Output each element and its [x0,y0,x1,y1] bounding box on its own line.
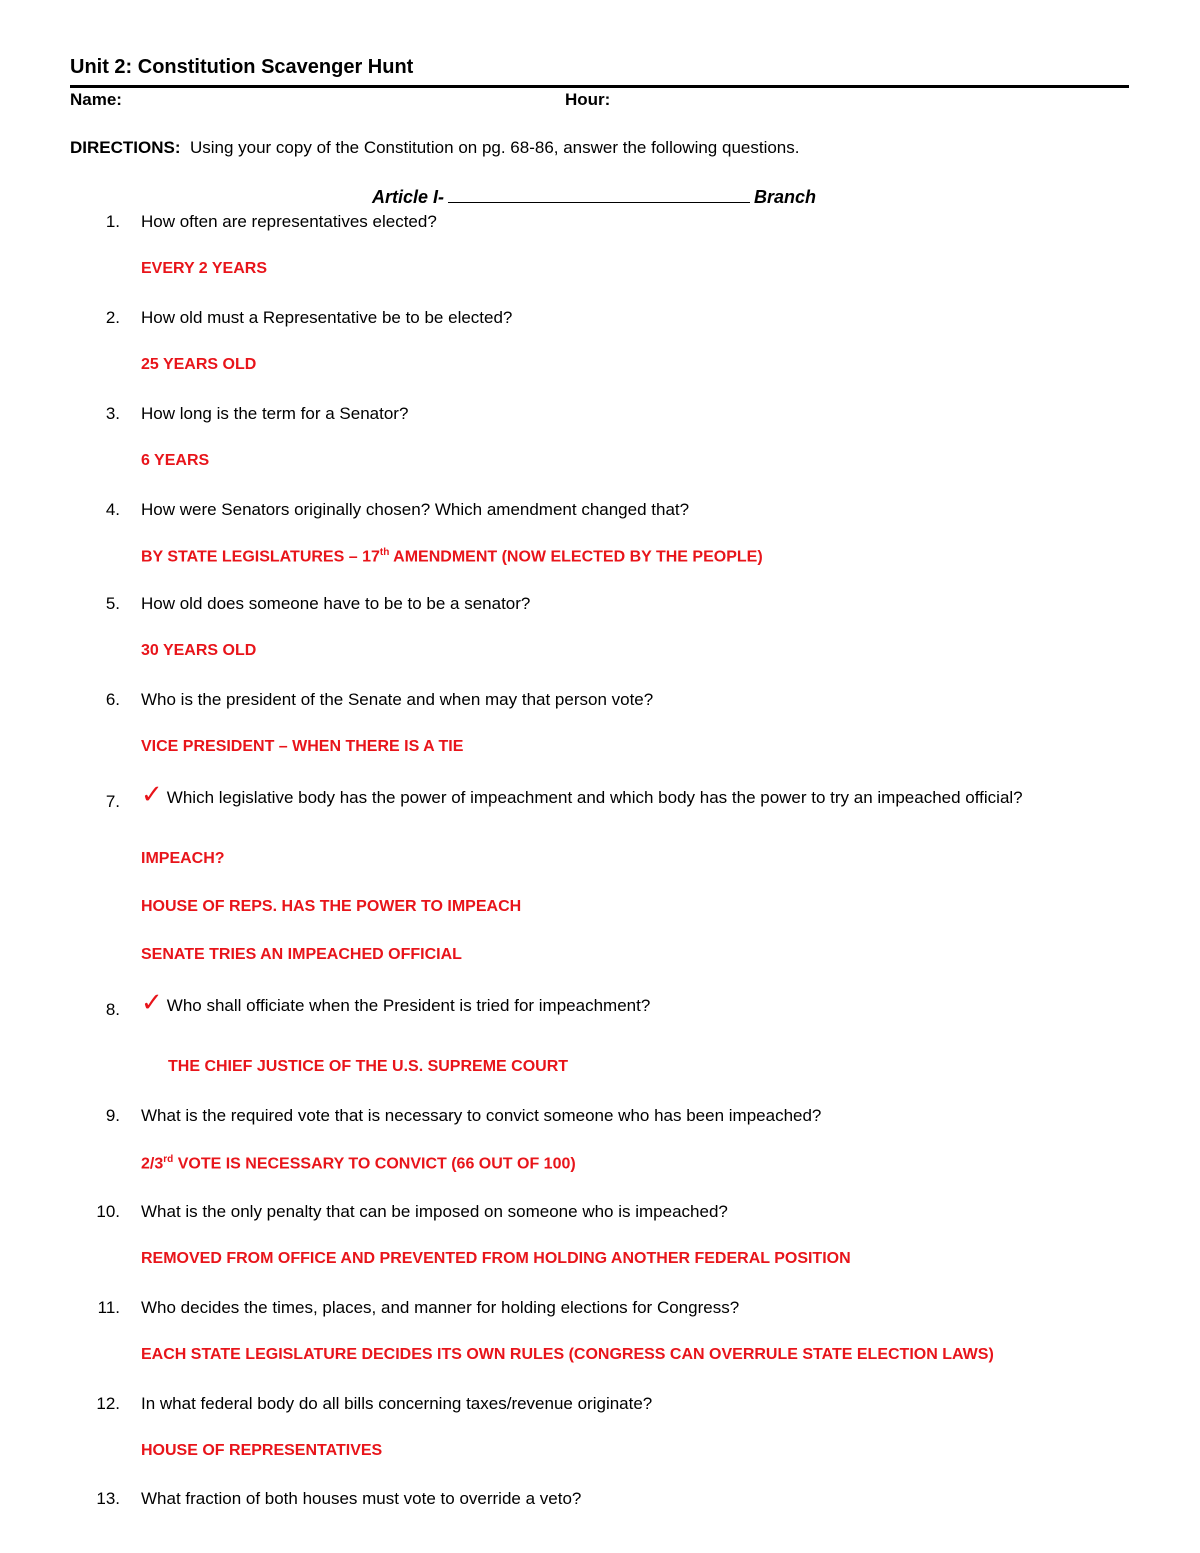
question-number: 10. [96,1202,120,1221]
directions [70,138,799,158]
name-label: Name: [70,90,122,109]
answer-superscript: th [379,547,390,558]
question-number: 9. [105,1106,120,1125]
question-text: Who is the president of the Senate and when may that person vote? [141,690,654,709]
question-number: 4. [105,500,120,519]
answer-text [141,1154,576,1173]
article-blank [448,186,750,203]
answer-text: 25 YEARS OLD [141,356,257,373]
question-text: Which legislative body has the power of impeachment and which body has the power to try an impeached official? [166,788,1023,807]
answer-part: BY STATE LEGISLATURES – 17 [141,548,380,566]
question-text-row [141,987,651,1017]
checkmark-icon: ✓ [141,779,163,809]
answer-text: VICE PRESIDENT – WHEN THERE IS A TIE [141,738,464,755]
question-number: 6. [105,690,120,709]
question-number: 11. [97,1298,120,1317]
question-text: How often are representatives elected? [141,212,437,231]
checkmark-icon: ✓ [141,987,163,1017]
answer-text: REMOVED FROM OFFICE AND PREVENTED FROM HOLDING ANOTHER FEDERAL POSITION [141,1250,851,1267]
question-text: How long is the term for a Senator? [141,404,409,423]
answer-superscript: rd [163,1154,174,1165]
article-suffix: Branch [754,187,817,207]
question-number: 7. [105,792,120,811]
question-text: What is the required vote that is necessary to convict someone who has been impeached? [141,1106,822,1125]
question-number: 1. [105,212,120,231]
question-number: 5. [105,594,120,613]
question-number: 3. [105,404,120,423]
answer-text [141,547,763,566]
article-heading [372,186,816,208]
answer-text: EVERY 2 YEARS [141,260,267,277]
title-rule [70,85,1129,88]
question-text: What fraction of both houses must vote to override a veto? [141,1489,582,1508]
question-number: 2. [105,308,120,327]
question-text: What is the only penalty that can be imposed on someone who is impeached? [141,1202,728,1221]
answer-text: 6 YEARS [141,452,210,469]
answer-text: IMPEACH? [141,850,225,867]
answer-text: THE CHIEF JUSTICE OF THE U.S. SUPREME COURT [168,1058,569,1075]
question-number: 8. [105,1000,120,1019]
answer-part: AMENDMENT (NOW ELECTED BY THE PEOPLE) [389,548,763,566]
page-title: Unit 2: Constitution Scavenger Hunt [70,56,414,78]
question-text: How old must a Representative be to be elected? [141,308,513,327]
hour-label: Hour: [565,90,611,109]
answer-text: HOUSE OF REPS. HAS THE POWER TO IMPEACH [141,898,522,915]
question-text: Who shall officiate when the President is tried for impeachment? [166,996,651,1015]
answer-text: 30 YEARS OLD [141,642,257,659]
answer-text: SENATE TRIES AN IMPEACHED OFFICIAL [141,946,462,963]
question-text: How were Senators originally chosen? Which amendment changed that? [141,500,690,519]
directions-label: DIRECTIONS: [70,138,181,157]
answer-text: HOUSE OF REPRESENTATIVES [141,1442,383,1459]
answer-text: EACH STATE LEGISLATURE DECIDES ITS OWN RULES (CONGRESS CAN OVERRULE STATE ELECTION LAWS) [141,1346,994,1363]
question-number: 12. [96,1394,120,1413]
answer-part: 2/3 [141,1155,164,1173]
article-prefix: Article I- [372,187,445,207]
question-number: 13. [96,1489,120,1508]
question-text-row [141,779,1023,809]
question-text: In what federal body do all bills concerning taxes/revenue originate? [141,1394,653,1413]
directions-text: Using your copy of the Constitution on pg. 68-86, answer the following questions. [189,138,800,157]
question-text: How old does someone have to be to be a senator? [141,594,531,613]
answer-part: VOTE IS NECESSARY TO CONVICT (66 OUT OF 100) [173,1155,576,1173]
question-text: Who decides the times, places, and manner for holding elections for Congress? [141,1298,740,1317]
